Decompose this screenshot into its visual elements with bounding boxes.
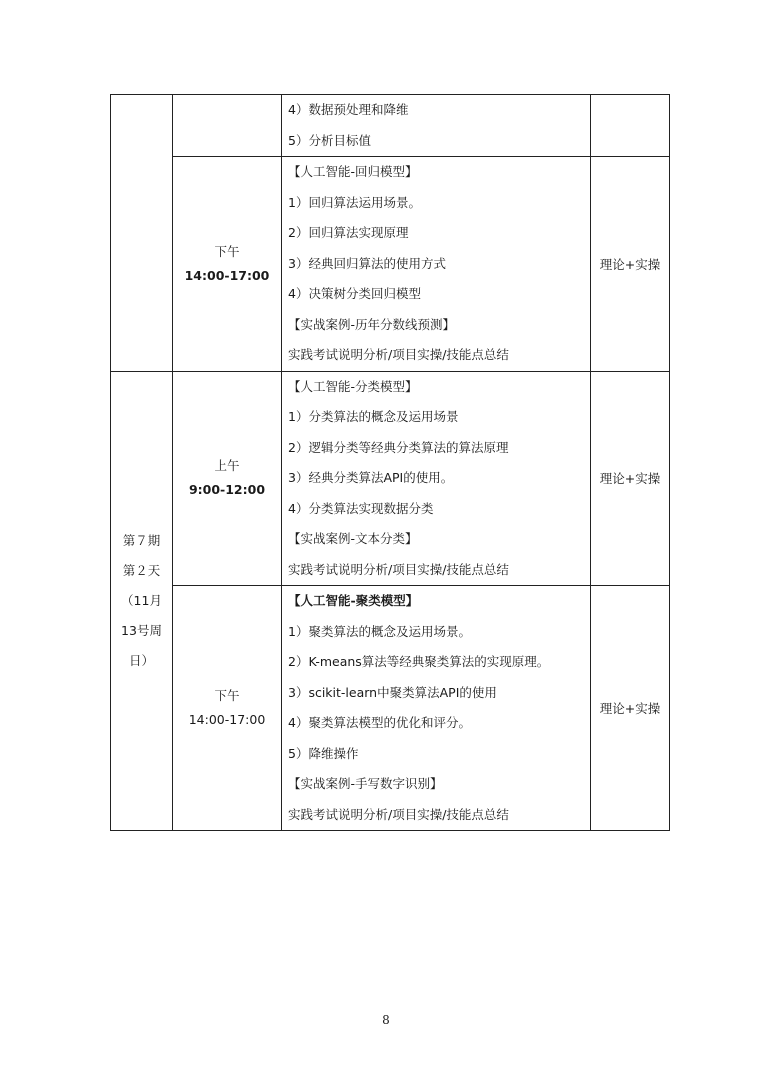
mode-cell: 理论+实操 [591, 371, 670, 586]
content-line: 实践考试说明分析/项目实操/技能点总结 [288, 347, 509, 362]
page-number: 8 [382, 1013, 390, 1027]
content-line: 【实战案例-手写数字识别】 [288, 776, 443, 791]
content-cell [282, 371, 591, 586]
content-line: 【实战案例-历年分数线预测】 [288, 316, 456, 332]
day-line: 第２天 [122, 562, 161, 578]
day-line: （11月 [121, 592, 162, 608]
mode-cell [591, 95, 670, 157]
content-line: 2）逻辑分类等经典分类算法的算法原理 [288, 439, 509, 455]
table-row [111, 95, 670, 157]
content-line: 4）聚类算法模型的优化和评分。 [288, 715, 471, 730]
time-cell [173, 371, 282, 586]
day-line: 日） [128, 652, 154, 668]
content-line: 【人工智能-聚类模型】 [288, 593, 419, 608]
day-line: 第７期 [122, 532, 161, 548]
content-line: 2）回归算法实现原理 [288, 225, 409, 240]
time-range: 14:00-17:00 [184, 267, 270, 283]
day-cell [111, 371, 173, 831]
content-line: 3）经典回归算法的使用方式 [288, 255, 446, 271]
time-label: 下午 [214, 243, 240, 259]
time-cell [173, 586, 282, 831]
schedule-table [110, 94, 670, 831]
content-cell [282, 157, 591, 372]
content-line: 5）分析目标值 [288, 132, 371, 148]
mode-cell: 理论+实操 [591, 586, 670, 831]
content-cell [282, 586, 591, 831]
content-line: 3）经典分类算法API的使用。 [288, 470, 454, 485]
mode-cell: 理论+实操 [591, 157, 670, 372]
content-line: 5）降维操作 [288, 745, 359, 761]
day-line: 13号周 [121, 622, 162, 638]
time-cell [173, 157, 282, 372]
time-label: 上午 [214, 458, 240, 474]
content-line: 1）聚类算法的概念及运用场景。 [288, 623, 471, 639]
content-line: 【实战案例-文本分类】 [288, 531, 418, 546]
content-line: 3）scikit-learn中聚类算法API的使用 [288, 684, 497, 700]
day-cell-empty [111, 95, 173, 372]
content-line: 4）数据预处理和降维 [288, 102, 409, 117]
time-cell [173, 95, 282, 157]
content-line: 1）回归算法运用场景。 [288, 194, 421, 210]
time-range: 14:00-17:00 [188, 712, 266, 727]
content-line: 1）分类算法的概念及运用场景 [288, 409, 459, 424]
content-line: 4）决策树分类回归模型 [288, 286, 421, 301]
table-row [111, 371, 670, 586]
content-line: 4）分类算法实现数据分类 [288, 500, 434, 516]
table-row [111, 586, 670, 831]
content-cell [282, 95, 591, 157]
content-line: 【人工智能-回归模型】 [288, 164, 418, 179]
content-line: 2）K-means算法等经典聚类算法的实现原理。 [288, 654, 550, 669]
content-line: 实践考试说明分析/项目实操/技能点总结 [288, 806, 509, 822]
content-line: 实践考试说明分析/项目实操/技能点总结 [288, 561, 509, 577]
time-range: 9:00-12:00 [188, 482, 266, 498]
content-line: 【人工智能-分类模型】 [288, 378, 418, 394]
time-label: 下午 [214, 688, 240, 703]
table-row [111, 157, 670, 372]
